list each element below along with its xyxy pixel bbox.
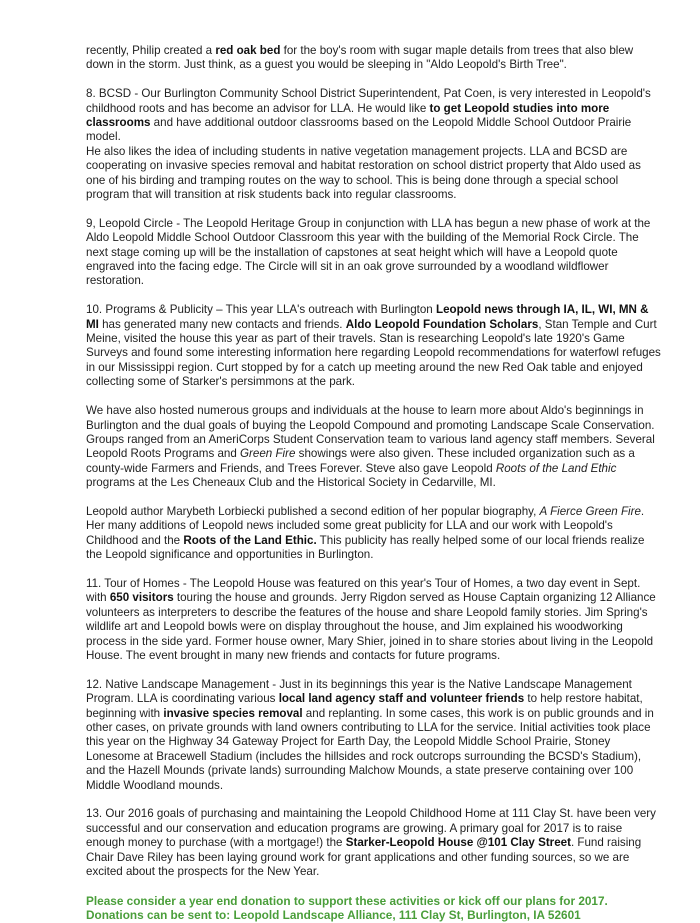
text-segment: 11. Tour of Homes - The Leopold House was featured on this year's Tour of Homes, a two day event in Sept. with <box>86 576 641 605</box>
text-segment: . Her many additions of Leopold news included some great publicity for LLA and our work with Leopold's Childhood and the <box>86 504 645 547</box>
paragraph-programs-publicity <box>86 303 662 389</box>
paragraph-leopold-circle: 9, Leopold Circle - The Leopold Heritage Group in conjunction with LLA has begun a new phase of work at the Aldo Leopold Middle School Outdoor Classroom this year with the building of the Memorial Rock Circle. The next stage coming up will be the installation of capstones at seat height which will have a Leopold quote engraved into the facing edge. The Circle will sit in an oak grove surrounded by a woodland wildflower restoration. <box>86 216 651 288</box>
text-segment: We have also hosted numerous groups and individuals at the house to learn more about Aldo's beginnings in Burlington and the dual goals of buying the Leopold Compound and promoting Landscape Scale Conservation. Groups ranged from an AmeriCorps Student Conservation team to various land agency staff members. Several Leopold Roots Programs and <box>86 404 655 461</box>
text-segment: 8. BCSD - Our Burlington Community School District Superintendent, Pat Coen, is very interested in Leopold's childhood roots and has become an advisor for LLA. He would like <box>86 87 651 115</box>
text-segment: . Fund raising Chair Dave Riley has been laying ground work for grant applications and other funding sources, so we are excited about the prospects for the New Year. <box>86 836 642 879</box>
paragraph-lorbiecki <box>86 505 662 563</box>
donation-address-line: Donations can be sent to: Leopold Landscape Alliance, 111 Clay St, Burlington, IA 52601 <box>86 908 581 923</box>
text-segment: 13. Our 2016 goals of purchasing and maintaining the Leopold Childhood Home at 111 Clay St. have been very successful and our conservation and education programs are growing. A primary goal for 2017 is to raise enough money to purchase (with a mortgage!) the <box>86 807 656 850</box>
paragraph-bcsd-continued: He also likes the idea of including students in native vegetation management projects. LLA and BCSD are cooperating on invasive species removal and habitat restoration on school district property that Aldo used as one of his birding and tramping routes on the way to school. This is being done through a special school program that will transition at risk students back into regular classrooms. <box>86 144 641 202</box>
text-segment: and replanting. In some cases, this work is on public grounds and in other cases, on private grounds with land owners contributing to LLA for the service. Initial activities took place this year on the Highway 34 Gateway Project for Earth Day, the Leopold Middle School Prairie, Stoney Lonesome at Bracewell Stadium (includes the hillsides and rock outcrops surrounding the BCSD's Stadium), and the Hazell Mounds (private lands) surrounding Malchow Mounds, a state preserve containing over 100 Middle Woodland mounds. <box>86 706 654 792</box>
bold-phrase: 650 visitors <box>109 591 174 605</box>
text-segment: 12. Native Landscape Management - Just in its beginnings this year is the Native Landscape Management Program. LLA is coordinating various <box>86 677 632 706</box>
text-segment: programs at the Les Cheneaux Club and the Historical Society in Cedarville, MI. <box>86 476 496 490</box>
text-segment: to help restore habitat, beginning with <box>86 692 643 720</box>
text-segment: touring the house and grounds. Jerry Rigdon served as House Captain organizing 12 Alliance volunteers as interpreters to describe the features of the house and share Leopold family stories. Jim Spring's wildlife art and Leopold bowls were on display throughout the house, and Jim explained his woodworking process in the side yard. Former house owner, Mary Shier, joined in to share stories about living in the Leopold House. The event brought in many new friends and contacts for future programs. <box>86 591 656 662</box>
paragraph-red-oak-bed <box>86 44 662 73</box>
bold-phrase: red oak bed <box>215 44 281 57</box>
bold-phrase: local land agency staff and volunteer friends <box>278 692 525 706</box>
text-segment: has generated many new contacts and friends. <box>98 317 346 331</box>
italic-title: A Fierce Green Fire <box>539 504 641 518</box>
paragraph-native-landscape <box>86 678 662 793</box>
bold-phrase: Roots of the Land Ethic. <box>183 533 317 547</box>
paragraph-hosted-groups <box>86 404 662 490</box>
italic-title: Green Fire <box>240 447 296 461</box>
text-segment: and have additional outdoor classrooms based on the Leopold Middle School Outdoor Prairie model. <box>86 116 632 144</box>
text-segment: recently, Philip created a <box>86 44 216 57</box>
text-segment: showings were also given. These included organization such as a county-wide Farmers and Friends, and Trees Forever. Steve also gave Leopold <box>86 447 635 475</box>
text-segment: , Stan Temple and Curt Meine, visited the house this year as part of their travels. Stan is researching Leopold's late 1920's Game Surveys and found some interesting information here regarding Leopold recommendations for waterfowl refuges in our Mississippi region. Curt stopped by for a catch up meeting around the new Red Oak table and enjoyed collecting some of Starker's persimmons at the park. <box>86 317 661 389</box>
text-segment: Leopold author Marybeth Lorbiecki published a second edition of her popular biography, <box>86 504 540 518</box>
paragraph-bcsd <box>86 87 662 145</box>
bold-phrase: Starker-Leopold House @101 Clay Street <box>345 836 571 850</box>
donation-appeal-line: Please consider a year end donation to support these activities or kick off our plans for 2017. <box>86 893 608 908</box>
paragraph-tour-of-homes <box>86 577 662 663</box>
bold-phrase: Leopold news through IA, IL, WI, MN & MI <box>86 303 649 331</box>
bold-phrase: Aldo Leopold Foundation Scholars <box>345 317 539 331</box>
italic-title: Roots of the Land Ethic <box>495 461 617 475</box>
donation-appeal <box>86 894 662 923</box>
text-segment: 10. Programs & Publicity – This year LLA's outreach with Burlington <box>86 303 436 317</box>
text-segment: for the boy's room with sugar maple details from trees that also blew down in the storm. Just think, as a guest you would be sleeping in "Aldo Leopold's Birth Tree". <box>86 44 634 72</box>
text-segment: This publicity has really helped some of our local friends realize the Leopold significance and opportunities in Burlington. <box>86 533 645 562</box>
bold-phrase: invasive species removal <box>163 706 303 720</box>
paragraph-2016-goals <box>86 807 662 879</box>
bold-phrase: to get Leopold studies into more classrooms <box>86 101 610 130</box>
